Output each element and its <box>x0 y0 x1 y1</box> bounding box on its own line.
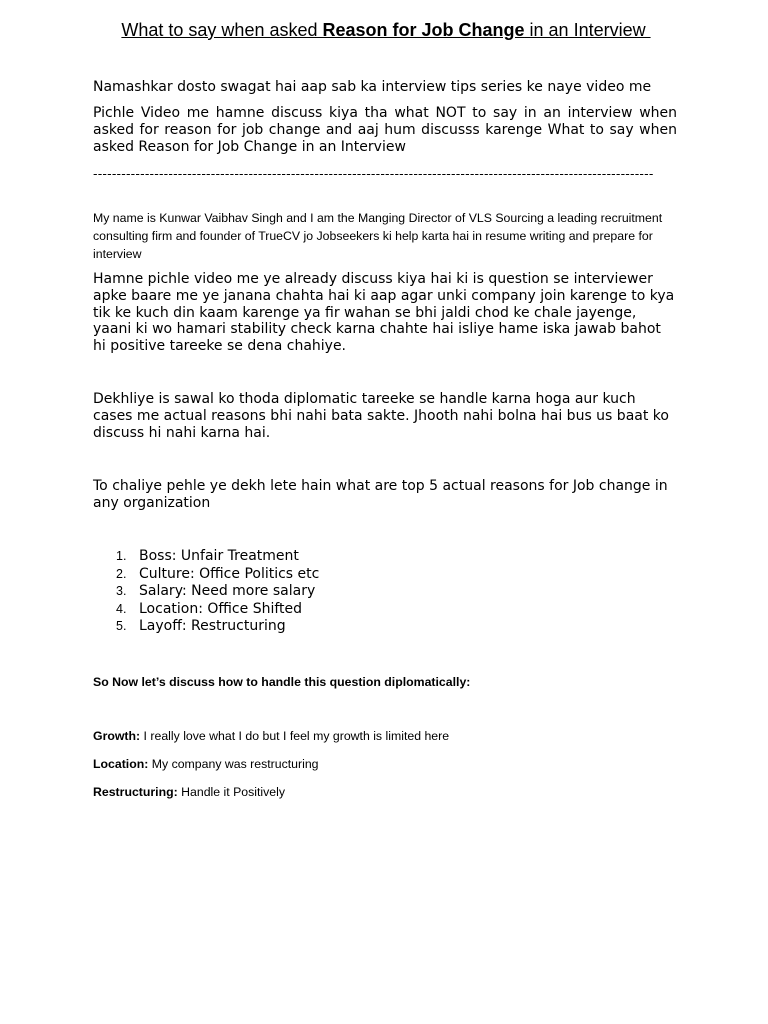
answer-location <box>93 755 677 773</box>
list-item-text: Culture: Office Politics etc <box>139 565 320 582</box>
answer-restructuring <box>93 783 677 801</box>
answer-label: Location: <box>93 757 149 771</box>
list-item-text: Salary: Need more salary <box>139 583 316 600</box>
list-number: 4. <box>116 601 127 616</box>
divider-line: ----------------------------------------------------------------------------------------------------------------------- <box>93 166 654 181</box>
title-suffix: in an Interview <box>524 20 651 40</box>
answer-growth <box>93 727 677 745</box>
handle-heading: So Now let’s discuss how to handle this question diplomatically: <box>93 675 471 689</box>
answer-text: Handle it Positively <box>177 785 286 799</box>
stability-paragraph: Hamne pichle video me ye already discuss kiya hai ki is question se interviewer apke baare me ye janana chahta hai ki aap agar unki company join karenge to kya tik ke kuch din kaam karenge ya fir wahan se bhi jaldi chod ke chale jayenge, yaani ki wo hamari stability check karna chahte hai isliye hame iska jawab bahot hi positive tareeke se dena chahiye. <box>93 271 675 355</box>
top-reasons-paragraph: To chaliye pehle ye dekh lete hain what are top 5 actual reasons for Job change in any organization <box>93 478 668 511</box>
diplomatic-paragraph: Dekhliye is sawal ko thoda diplomatic tareeke se handle karna hoga aur kuch cases me actual reasons bhi nahi bata sakte. Jhooth nahi bolna hai bus us baat ko discuss hi nahi karna hai. <box>93 391 669 441</box>
title-prefix: What to say when asked <box>121 20 323 40</box>
list-item-text: Location: Office Shifted <box>139 600 303 617</box>
intro-paragraph: Namashkar dosto swagat hai aap sab ka interview tips series ke naye video me <box>93 79 652 95</box>
page-title <box>0 18 768 42</box>
list-item-text: Boss: Unfair Treatment <box>139 548 299 564</box>
list-number: 5. <box>116 619 127 634</box>
list-number: 1. <box>116 549 127 563</box>
previous-video-paragraph: Pichle Video me hamne discuss kiya tha what NOT to say in an interview when asked for reason for job change and aaj hum discusss karenge What to say when asked Reason for Job Change in an Interview <box>93 105 677 155</box>
list-number: 2. <box>116 566 127 581</box>
speaker-intro-paragraph: My name is Kunwar Vaibhav Singh and I am the Manging Director of VLS Sourcing a leading recruitment consulting firm and founder of TrueCV jo Jobseekers ki help karta hai in resume writing and prepare for interview <box>93 211 663 261</box>
answer-text: My company was restructuring <box>148 757 319 771</box>
title-bold: Reason for Job Change <box>322 20 525 40</box>
list-item-text: Layoff: Restructuring <box>139 618 286 635</box>
answer-label: Growth: <box>93 729 141 743</box>
answer-label: Restructuring: <box>93 785 178 799</box>
answer-text: I really love what I do but I feel my growth is limited here <box>140 729 450 743</box>
list-number: 3. <box>116 584 127 599</box>
